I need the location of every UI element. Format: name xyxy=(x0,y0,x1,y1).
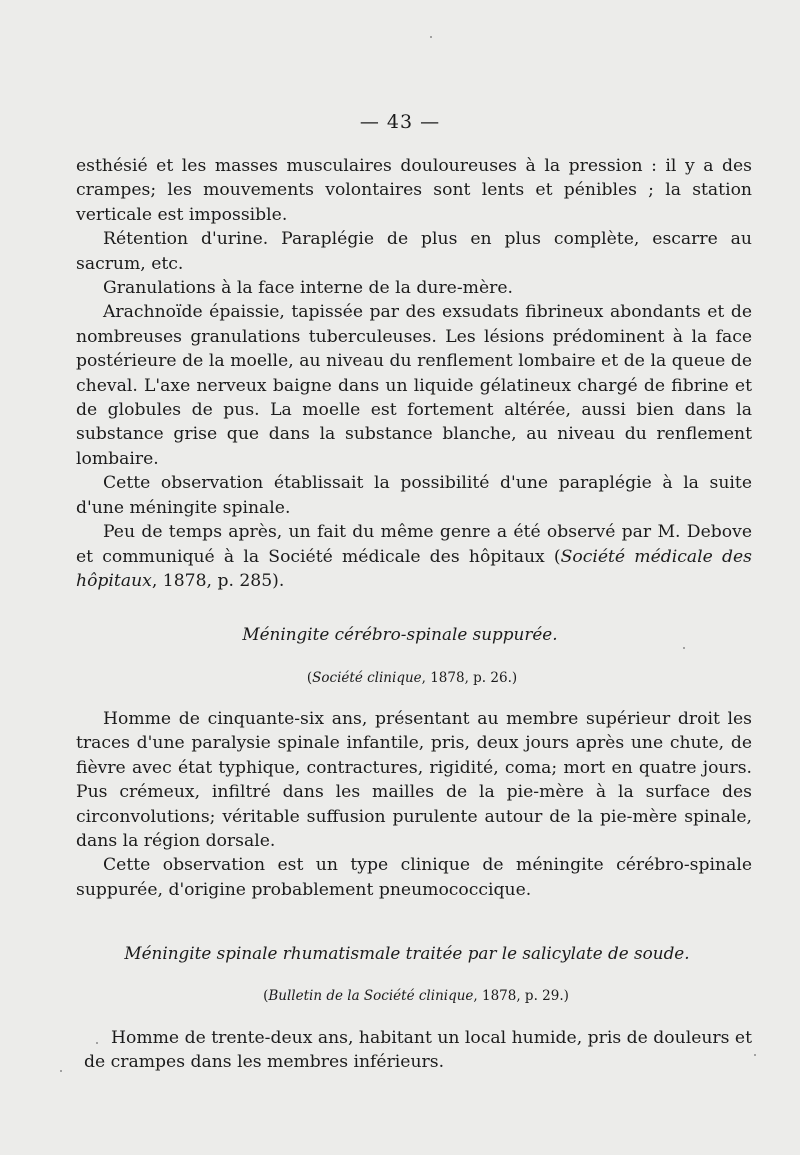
section-3-body xyxy=(84,1026,752,1075)
paper-speck xyxy=(683,647,685,649)
paragraph: Cette observation est un type clinique de méningite cérébro-spinale suppurée, d'origine probablement pneumococcique. xyxy=(76,855,752,900)
reference-details: , 1878, p. 29.) xyxy=(473,988,569,1004)
paragraph: Homme de trente-deux ans, habitant un local humide, pris de douleurs et de crampes dans les membres inférieurs. xyxy=(84,1028,753,1073)
section-reference xyxy=(0,670,800,686)
reference-details: , 1878, p. 26.) xyxy=(421,670,518,686)
paragraph: Arachnoïde épaissie, tapissée par des exsudats fibrineux abondants et de nombreuses granulations tuberculeuses. Les lésions prédominent à la face postérieure de la moelle, au niveau du renflement lombaire et de la queue de cheval. L'axe nerveux baigne dans un liquide gélatineux chargé de fibrine et de globules de pus. La moelle est fortement altérée, aussi bien dans la substance grise que dans la substance blanche, au niveau du renflement lombaire. xyxy=(76,302,752,469)
paper-speck xyxy=(60,1070,62,1072)
reference-open: ( xyxy=(306,670,313,686)
paper-speck xyxy=(754,1054,756,1056)
paragraph: Rétention d'urine. Paraplégie de plus en plus complète, escarre au sacrum, etc. xyxy=(76,229,752,274)
paper-speck xyxy=(430,36,432,38)
reference-open: ( xyxy=(263,988,269,1004)
section-2-body xyxy=(76,707,752,902)
paragraph-continuation: esthésié et les masses musculaires douloureuses à la pression : il y a des crampes; les mouvements volontaires sont lents et pénibles ; la station verticale est impossible. xyxy=(76,156,752,225)
section-1-body xyxy=(76,154,752,593)
citation-title: Société médicale des hôpitaux xyxy=(76,546,752,591)
paragraph: Granulations à la face interne de la dure-mère. xyxy=(103,278,513,299)
paragraph-debove xyxy=(76,520,752,593)
paper-speck xyxy=(96,1042,98,1044)
reference-source: Société clinique xyxy=(312,670,422,686)
section-heading: Méningite spinale rhumatismale traitée par le salicylate de soude. xyxy=(124,943,690,963)
page-number: — 43 — xyxy=(359,111,441,133)
paragraph: Cette observation établissait la possibilité d'une paraplégie à la suite d'une méningite spinale. xyxy=(76,473,752,518)
section-reference xyxy=(0,988,800,1004)
paragraph-text: Peu de temps après, un fait du même genre a été observé par M. Debove et communiqué à la Société médicale des hôpitaux ( xyxy=(76,522,752,567)
section-heading: Méningite cérébro-spinale suppurée. xyxy=(242,624,558,644)
paragraph: Homme de cinquante-six ans, présentant au membre supérieur droit les traces d'une paralysie spinale infantile, pris, deux jours après une chute, de fièvre avec état typhique, contractures, rigidité, coma; mort en quatre jours. Pus crémeux, infiltré dans les mailles de la pie-mère à la surface des circonvolutions; véritable suffusion purulente autour de la pie-mère spinale, dans la région dorsale. xyxy=(76,709,752,852)
citation-details: , 1878, p. 285). xyxy=(151,570,285,591)
reference-source: Bulletin de la Société clinique xyxy=(268,988,474,1004)
